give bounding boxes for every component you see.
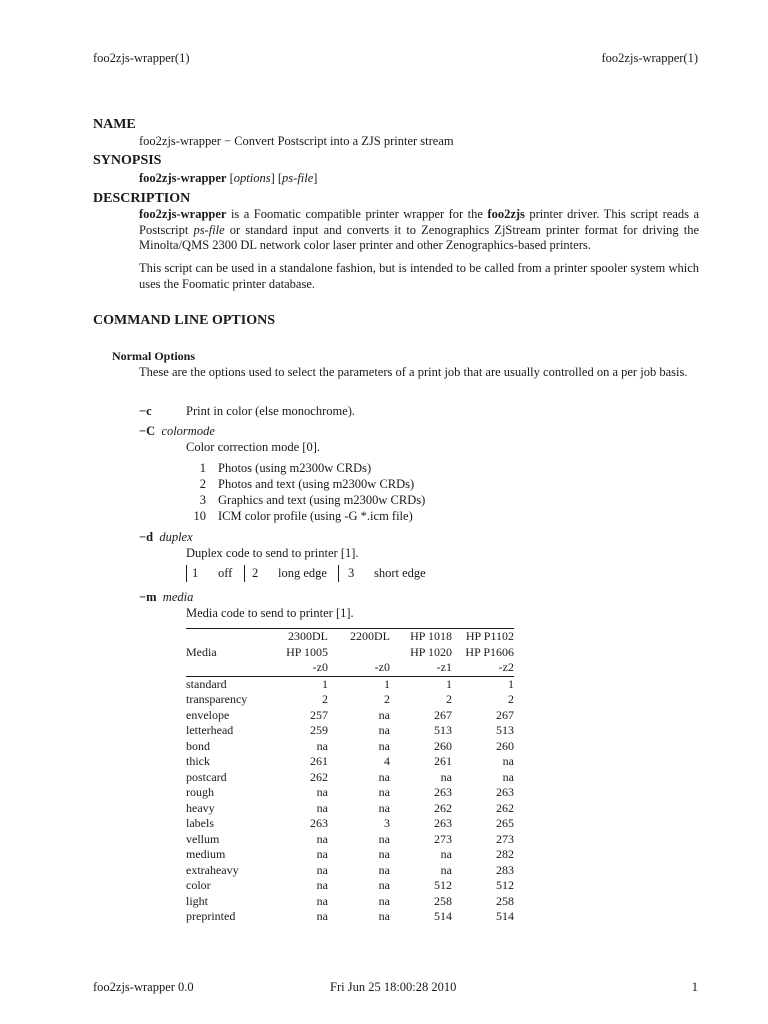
table-row: [186, 770, 514, 786]
media-code-cell: na: [316, 862, 328, 877]
media-code-cell: na: [378, 785, 390, 799]
synopsis-text: foo2zjs-wrapper [options] [ps-file]: [139, 171, 318, 185]
media-code-cell: 514: [496, 909, 514, 923]
table-row: [186, 723, 514, 739]
media-code-cell: 2: [446, 692, 452, 706]
media-code-cell: na: [316, 738, 328, 753]
option-c-flag: −c: [139, 404, 152, 418]
running-header-left: foo2zjs-wrapper(1): [93, 51, 190, 65]
normal-options-heading: Normal Options: [112, 349, 196, 363]
media-code-cell: 257: [310, 707, 328, 722]
media-code-cell: 261: [434, 754, 452, 768]
table-row: [186, 863, 514, 879]
media-code-cell: 513: [434, 723, 452, 737]
colormode-row: 3 Graphics and text (using m2300w CRDs): [199, 493, 426, 507]
media-code-cell: 263: [310, 816, 328, 830]
media-code-cell: na: [316, 800, 328, 815]
media-code-cell: na: [378, 769, 390, 784]
duplex-separator: [244, 565, 245, 582]
media-code-cell: na: [378, 909, 390, 923]
colormode-row: 2 Photos and text (using m2300w CRDs): [199, 477, 415, 491]
media-code-cell: 2: [384, 692, 390, 706]
option-c-description: Print in color (else monochrome).: [186, 404, 356, 418]
media-code-cell: 260: [434, 738, 452, 753]
media-code-cell: na: [316, 909, 328, 923]
desc-command: foo2zjs-wrapper: [139, 207, 227, 221]
media-name-cell: postcard: [186, 769, 227, 784]
media-code-cell: 273: [496, 831, 514, 846]
table-row: [186, 847, 514, 863]
footer-left: foo2zjs-wrapper 0.0: [93, 980, 194, 994]
table-row: [186, 676, 514, 692]
media-code-cell: na: [378, 800, 390, 815]
duplex-separator: [186, 565, 187, 582]
media-code-cell: 2: [322, 692, 328, 706]
media-code-cell: 282: [496, 847, 514, 861]
colormode-row: 1 Photos (using m2300w CRDs): [199, 461, 372, 475]
media-code-cell: na: [502, 769, 514, 784]
option-d-flag: −d duplex: [139, 530, 193, 544]
media-code-cell: na: [316, 847, 328, 861]
normal-options-intro: These are the options used to select the parameters of a print job that are usually controlled on a per job basis.: [139, 365, 688, 379]
media-code-cell: 258: [434, 893, 452, 908]
media-name-cell: light: [186, 893, 209, 908]
media-code-cell: 1: [322, 676, 328, 691]
media-name-cell: envelope: [186, 707, 230, 722]
media-code-cell: na: [440, 862, 452, 877]
desc-psfile: ps-file: [193, 222, 225, 237]
media-code-cell: 258: [496, 893, 514, 908]
page-number: 1: [691, 980, 698, 994]
media-code-cell: na: [316, 831, 328, 846]
media-code-cell: 263: [434, 816, 452, 830]
media-code-cell: na: [378, 862, 390, 877]
colormode-row: 10 ICM color profile (using -G *.icm file): [193, 509, 413, 523]
table-row: [186, 894, 514, 910]
duplex-code: 3: [348, 566, 355, 580]
media-code-cell: na: [378, 723, 390, 737]
media-code-cell: na: [316, 893, 328, 908]
media-code-cell: na: [440, 847, 452, 861]
media-name-cell: preprinted: [186, 909, 236, 923]
media-name-cell: vellum: [186, 831, 220, 846]
media-code-cell: na: [316, 785, 328, 799]
media-name-cell: letterhead: [186, 723, 234, 737]
option-C-arg: colormode: [161, 424, 215, 438]
duplex-label: off: [218, 566, 233, 580]
table-row: [186, 754, 514, 770]
option-d-arg: duplex: [159, 530, 193, 544]
media-name-cell: transparency: [186, 692, 248, 706]
option-m-description: Media code to send to printer [1].: [186, 606, 354, 620]
media-code-cell: 261: [310, 754, 328, 768]
media-code-cell: 265: [496, 816, 514, 830]
synopsis-psfile: ps-file: [282, 171, 314, 185]
media-code-cell: 4: [384, 754, 390, 768]
duplex-separator: [338, 565, 339, 582]
command-line-options-heading: COMMAND LINE OPTIONS: [93, 313, 276, 328]
desc-text-c: or standard input and converts it to Zenographics ZjStream printer format for driving the Minolta/QMS 2300 DL network color laser printer and other Zenographics-based printers.: [139, 222, 700, 252]
media-code-cell: 1: [384, 676, 390, 691]
media-code-cell: na: [316, 878, 328, 892]
option-C-description: Color correction mode [0].: [186, 440, 320, 454]
media-code-cell: na: [378, 831, 390, 846]
name-text: foo2zjs-wrapper − Convert Postscript into a ZJS printer stream: [139, 134, 454, 148]
synopsis-heading: SYNOPSIS: [93, 153, 162, 168]
media-table-header-row: -z0 -z0 -z1 -z2: [186, 660, 514, 676]
media-code-cell: na: [378, 707, 390, 722]
media-code-cell: 513: [496, 723, 514, 737]
table-row: [186, 785, 514, 801]
media-name-cell: rough: [186, 785, 214, 799]
duplex-code: 2: [252, 566, 259, 580]
media-code-cell: 259: [310, 723, 328, 737]
media-name-cell: medium: [186, 847, 226, 861]
running-header-right: foo2zjs-wrapper(1): [601, 51, 698, 65]
duplex-label: long edge: [278, 566, 327, 580]
media-code-cell: na: [378, 738, 390, 753]
media-code-cell: 1: [446, 676, 452, 691]
media-code-cell: 1: [508, 676, 514, 691]
media-code-cell: 262: [434, 800, 452, 815]
description-heading: DESCRIPTION: [93, 191, 191, 206]
media-table-header-row: 2300DL 2200DL HP 1018 HP P1102: [186, 629, 514, 645]
media-code-cell: 260: [496, 738, 514, 753]
option-C-flag: −C colormode: [139, 424, 215, 438]
media-code-cell: na: [378, 878, 390, 892]
footer-date: Fri Jun 25 18:00:28 2010: [330, 980, 457, 994]
synopsis-options: options: [233, 171, 271, 185]
media-name-cell: standard: [186, 676, 227, 691]
table-row: [186, 801, 514, 817]
table-row: [186, 878, 514, 894]
media-code-cell: 263: [434, 785, 452, 799]
media-code-cell: 514: [434, 909, 452, 923]
description-paragraph-2: This script can be used in a standalone fashion, but is intended to be called from a printer spooler system which uses the Foomatic printer database.: [139, 261, 699, 291]
option-m-flag: −m media: [139, 590, 194, 604]
media-code-cell: 267: [434, 707, 452, 722]
media-code-cell: 262: [496, 800, 514, 815]
table-row: [186, 909, 514, 925]
duplex-code: 1: [192, 566, 199, 580]
table-row: [186, 816, 514, 832]
media-code-cell: 512: [496, 878, 514, 892]
table-row: [186, 739, 514, 755]
media-name-cell: bond: [186, 738, 210, 753]
media-code-cell: 263: [496, 785, 514, 799]
media-code-cell: 262: [310, 769, 328, 784]
media-code-cell: 283: [496, 862, 514, 877]
media-code-cell: 512: [434, 878, 452, 892]
media-name-cell: color: [186, 878, 211, 892]
table-row: [186, 692, 514, 708]
media-table-body: [186, 676, 514, 925]
media-code-cell: na: [378, 847, 390, 861]
description-paragraph-1: [139, 207, 699, 254]
table-row: [186, 832, 514, 848]
media-code-cell: na: [440, 769, 452, 784]
duplex-label: short edge: [374, 566, 426, 580]
option-d-description: Duplex code to send to printer [1].: [186, 546, 359, 560]
name-heading: NAME: [93, 117, 136, 132]
media-name-cell: heavy: [186, 800, 215, 815]
media-name-cell: labels: [186, 816, 214, 830]
media-table-header-row: Media HP 1005 HP 1020 HP P1606: [186, 644, 514, 659]
media-name-cell: thick: [186, 754, 210, 768]
media-code-cell: 267: [496, 707, 514, 722]
media-code-cell: 2: [508, 692, 514, 706]
media-code-cell: 3: [384, 816, 390, 830]
media-code-cell: na: [502, 754, 514, 768]
media-name-cell: extraheavy: [186, 862, 239, 877]
media-code-cell: na: [378, 893, 390, 908]
table-row: [186, 708, 514, 724]
option-m-arg: media: [162, 590, 194, 604]
desc-driver: foo2zjs: [487, 207, 525, 221]
desc-text-b: printer driver. This script reads a Postscript: [139, 207, 699, 237]
synopsis-command: foo2zjs-wrapper: [139, 171, 227, 185]
media-table: [186, 628, 514, 925]
media-code-cell: 273: [434, 831, 452, 846]
desc-text-a: is a Foomatic compatible printer wrapper for the: [226, 207, 488, 221]
